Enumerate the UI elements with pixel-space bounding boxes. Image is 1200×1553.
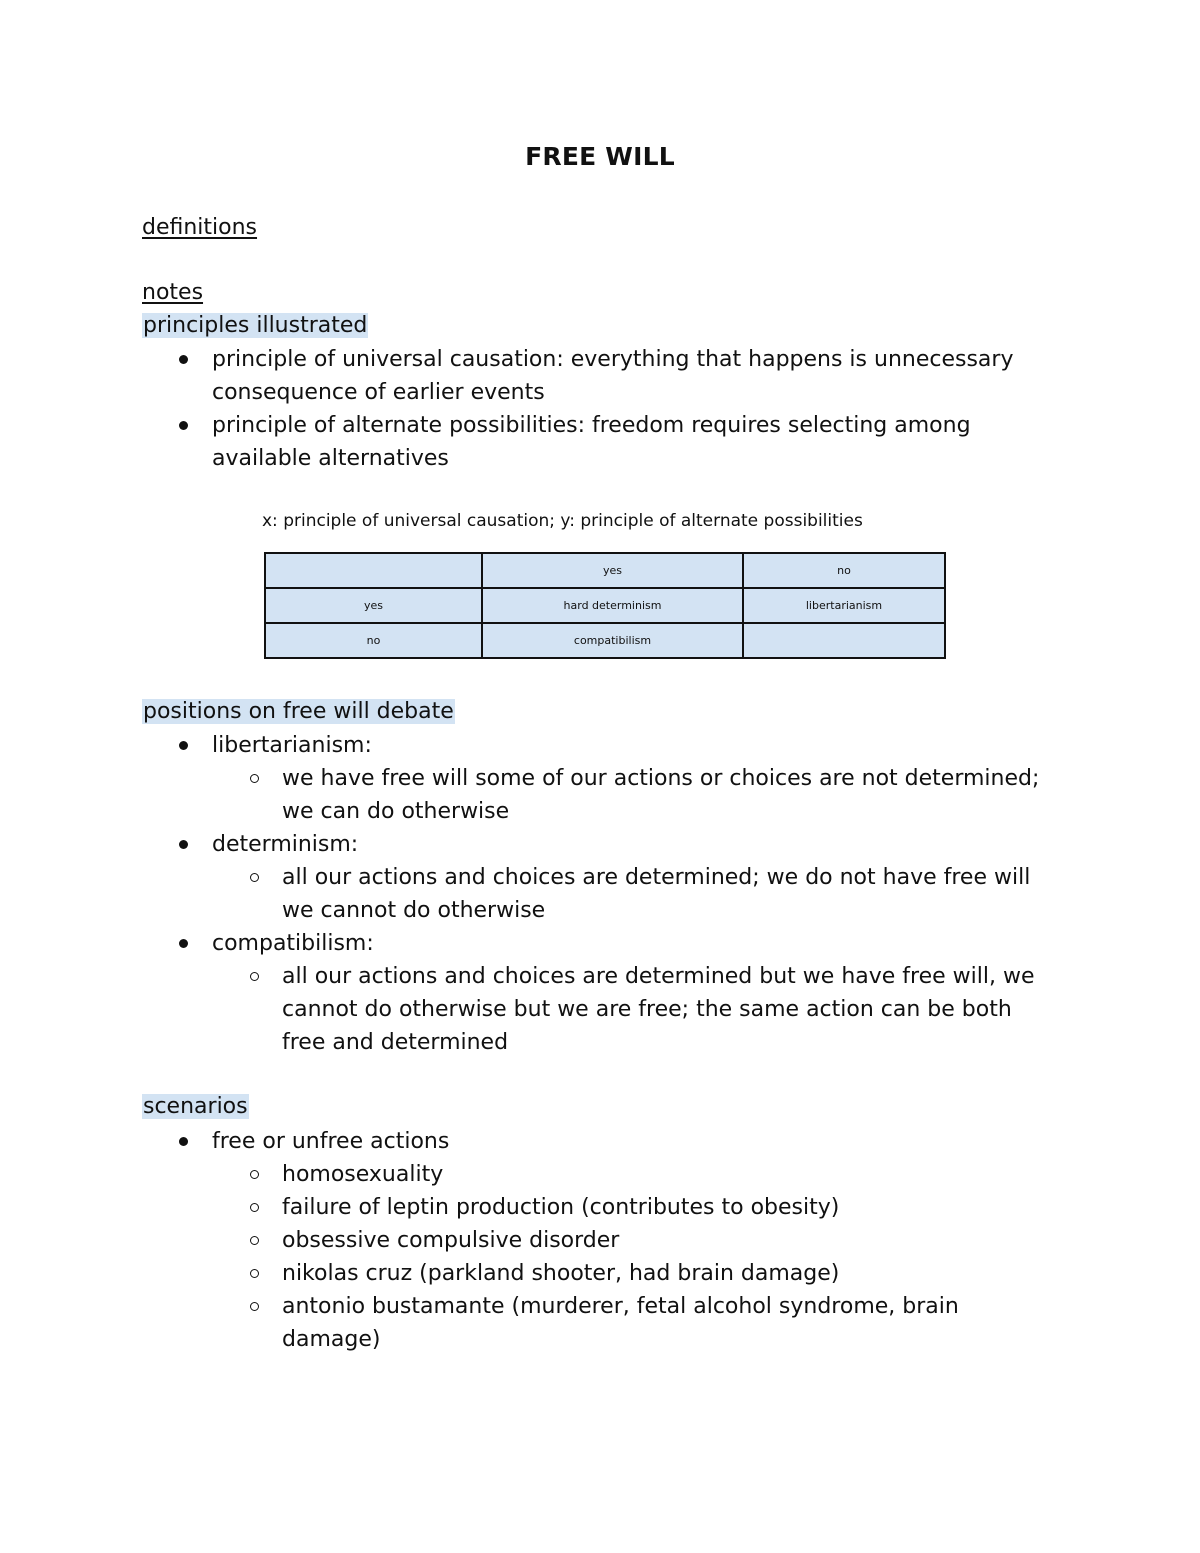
scenario-free-or-unfree: free or unfree actions xyxy=(212,1129,450,1154)
table-row xyxy=(265,588,945,623)
bullet-icon xyxy=(179,840,188,849)
table-cell: no xyxy=(743,553,945,588)
principle-alternate-possibilities: principle of alternate possibilities: freedom requires selecting among available alternatives xyxy=(212,413,971,471)
scenario-item: nikolas cruz (parkland shooter, had brain damage) xyxy=(282,1261,840,1286)
table-cell: yes xyxy=(265,588,482,623)
bullet-icon xyxy=(179,741,188,750)
table-cell: libertarianism xyxy=(743,588,945,623)
heading-principles-text: principles illustrated xyxy=(143,313,368,338)
table-row xyxy=(265,623,945,658)
positions-table xyxy=(264,552,946,659)
hollow-bullet-icon xyxy=(250,972,259,981)
sub-list-item xyxy=(142,1257,1142,1290)
hollow-bullet-icon xyxy=(250,873,259,882)
sub-list-item xyxy=(142,1158,1142,1191)
heading-scenarios-text: scenarios xyxy=(143,1094,248,1119)
heading-principles xyxy=(142,310,368,342)
principle-universal-causation: principle of universal causation: everything that happens is unnecessary consequence of earlier events xyxy=(212,347,1014,405)
sub-list-item xyxy=(142,1191,1142,1224)
table-caption: x: principle of universal causation; y: principle of alternate possibilities xyxy=(262,511,863,531)
hollow-bullet-icon xyxy=(250,1236,259,1245)
table-header-row xyxy=(265,553,945,588)
sub-list-item xyxy=(142,762,1142,828)
bullet-icon xyxy=(179,355,188,364)
table-cell: hard determinism xyxy=(482,588,743,623)
heading-notes: notes xyxy=(142,280,204,305)
table-cell: compatibilism xyxy=(482,623,743,658)
table-cell: yes xyxy=(482,553,743,588)
sub-list-item xyxy=(142,1290,1142,1356)
bullet-icon xyxy=(179,939,188,948)
list-item xyxy=(142,828,1142,861)
bullet-icon xyxy=(179,1137,188,1146)
sub-list-item xyxy=(142,1224,1142,1257)
hollow-bullet-icon xyxy=(250,1203,259,1212)
list-item xyxy=(142,927,1142,960)
list-item xyxy=(142,409,1142,475)
scenario-item: failure of leptin production (contributes to obesity) xyxy=(282,1195,840,1220)
position-compatibilism: compatibilism: xyxy=(212,931,374,956)
compatibilism-detail: all our actions and choices are determined but we have free will, we cannot do otherwise but we are free; the same action can be both free and determined xyxy=(282,964,1035,1055)
bullet-icon xyxy=(179,421,188,430)
scenario-item: antonio bustamante (murderer, fetal alcohol syndrome, brain damage) xyxy=(282,1294,959,1352)
heading-scenarios xyxy=(142,1091,249,1123)
sub-list-item xyxy=(142,861,1142,927)
libertarianism-detail: we have free will some of our actions or choices are not determined; we can do otherwise xyxy=(282,766,1040,824)
page-title: FREE WILL xyxy=(525,142,675,171)
table-cell xyxy=(265,553,482,588)
sub-list-item xyxy=(142,960,1142,1059)
list-item xyxy=(142,729,1142,762)
table-cell: no xyxy=(265,623,482,658)
heading-positions-text: positions on free will debate xyxy=(143,699,454,724)
determinism-detail: all our actions and choices are determined; we do not have free will we cannot do otherwise xyxy=(282,865,1031,923)
list-item xyxy=(142,343,1142,409)
position-determinism: determinism: xyxy=(212,832,359,857)
hollow-bullet-icon xyxy=(250,1269,259,1278)
hollow-bullet-icon xyxy=(250,1170,259,1179)
heading-definitions: definitions xyxy=(142,215,258,240)
position-libertarianism: libertarianism: xyxy=(212,733,372,758)
heading-positions xyxy=(142,696,455,728)
table-cell xyxy=(743,623,945,658)
hollow-bullet-icon xyxy=(250,1302,259,1311)
list-item xyxy=(142,1125,1142,1158)
hollow-bullet-icon xyxy=(250,774,259,783)
scenario-item: obsessive compulsive disorder xyxy=(282,1228,620,1253)
scenario-item: homosexuality xyxy=(282,1162,444,1187)
